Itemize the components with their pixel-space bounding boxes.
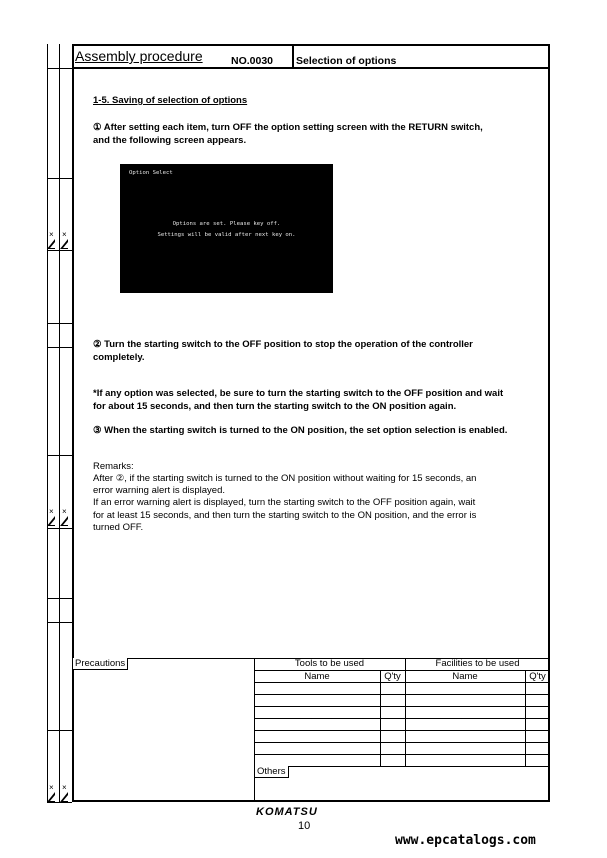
others-label: Others bbox=[255, 766, 289, 778]
margin-divider bbox=[47, 347, 72, 348]
table-row-rule bbox=[254, 742, 550, 743]
revision-triangle-icon bbox=[60, 516, 68, 526]
revision-triangle-icon bbox=[60, 792, 68, 802]
table-row-rule bbox=[254, 730, 550, 731]
header-rule bbox=[72, 67, 550, 69]
screen-message-2: Settings will be valid after next key on. bbox=[157, 232, 296, 238]
table-row-rule bbox=[254, 706, 550, 707]
step-2-text: ② Turn the starting switch to the OFF position to stop the operation of the controller completely. bbox=[93, 339, 473, 363]
facilities-header: Facilities to be used bbox=[435, 658, 520, 669]
step-3-text: ③ When the starting switch is turned to the ON position, the set option selection is enabled. bbox=[93, 425, 508, 436]
section-heading: 1-5. Saving of selection of options bbox=[93, 95, 248, 106]
margin-divider bbox=[47, 622, 72, 623]
remarks-title: Remarks: bbox=[93, 461, 134, 472]
facilities-qty-col: Q'ty bbox=[529, 671, 546, 682]
table-row-rule bbox=[254, 718, 550, 719]
tools-name-col: Name bbox=[304, 671, 330, 682]
revision-mark: × bbox=[62, 230, 67, 239]
facilities-name-col: Name bbox=[452, 671, 478, 682]
revision-triangle-icon bbox=[47, 792, 55, 802]
doc-title: Selection of options bbox=[296, 55, 397, 67]
revision-triangle-icon bbox=[47, 516, 55, 526]
margin-divider bbox=[47, 455, 72, 456]
step-1-text: ① After setting each item, turn OFF the option setting screen with the RETURN switch, and the following screen appears. bbox=[93, 122, 483, 146]
margin-divider bbox=[47, 68, 72, 69]
margin-divider bbox=[47, 598, 72, 599]
margin-rule-inner bbox=[59, 44, 60, 802]
margin-divider bbox=[47, 802, 72, 803]
caution-note: *If any option was selected, be sure to turn the starting switch to the OFF position and wait for about 15 seconds, and then turn the starting switch to the ON position again. bbox=[93, 388, 504, 412]
table-row-rule bbox=[254, 754, 550, 755]
table-row-rule bbox=[254, 682, 550, 683]
page-title: Assembly procedure bbox=[75, 48, 203, 64]
tools-header: Tools to be used bbox=[294, 658, 365, 669]
table-row-rule bbox=[254, 694, 550, 695]
tools-qty-col: Q'ty bbox=[384, 671, 401, 682]
doc-number: NO.0030 bbox=[231, 55, 274, 67]
revision-mark: × bbox=[49, 783, 54, 792]
precautions-label: Precautions bbox=[73, 658, 128, 670]
revision-triangle-icon bbox=[47, 239, 55, 249]
screen-message-1: Options are set. Please key off. bbox=[172, 221, 281, 227]
revision-mark: × bbox=[49, 507, 54, 516]
revision-triangle-icon bbox=[60, 239, 68, 249]
komatsu-logo: KOMATSU bbox=[256, 806, 318, 818]
margin-divider bbox=[47, 250, 72, 251]
margin-divider bbox=[47, 528, 72, 529]
margin-divider bbox=[47, 323, 72, 324]
header-divider bbox=[292, 44, 294, 68]
screen-title: Option Select bbox=[129, 170, 173, 176]
margin-rule-outer bbox=[47, 44, 48, 802]
watermark-link[interactable]: www.epcatalogs.com bbox=[395, 833, 536, 848]
remarks-body: After ②, if the starting switch is turned to the ON position without waiting for 15 seconds, an error warning alert is displayed. If an error warning alert is displayed, turn the starting switch to the OFF position again, wait for at least 15 seconds, and then turn the starting switch to the ON position, and the error is turned OFF. bbox=[93, 473, 477, 533]
option-select-screen bbox=[120, 164, 333, 293]
table-row-rule bbox=[254, 766, 550, 767]
page-frame bbox=[72, 44, 550, 802]
revision-mark: × bbox=[62, 783, 67, 792]
margin-divider bbox=[47, 730, 72, 731]
margin-divider bbox=[47, 178, 72, 179]
revision-mark: × bbox=[49, 230, 54, 239]
page-number: 10 bbox=[298, 820, 311, 832]
revision-mark: × bbox=[62, 507, 67, 516]
